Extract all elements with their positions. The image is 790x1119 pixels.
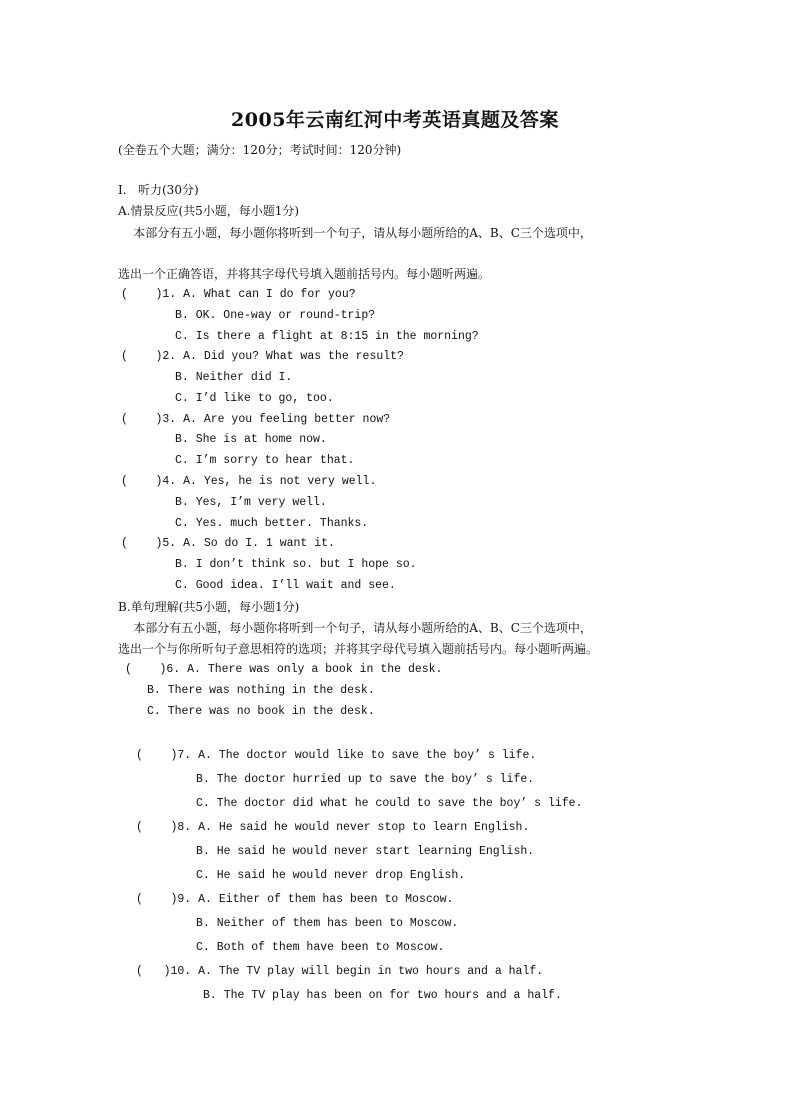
question-option-c: C. There was no book in the desk. (147, 705, 375, 718)
question-option-b: B. Neither of them has been to Moscow. (196, 917, 459, 930)
question-option-b: B. She is at home now. (175, 433, 327, 446)
question-option-c: C. Both of them have been to Moscow. (196, 941, 445, 954)
question-stem: ( )10. A. The TV play will begin in two hours and a half. (136, 965, 544, 978)
question-option-c: C. The doctor did what he could to save the boy’ s life. (196, 797, 583, 810)
question-stem: ( )5. A. So do I. 1 want it. (121, 537, 335, 550)
question-stem: ( )2. A. Did you? What was the result? (121, 350, 404, 363)
question-stem: ( )1. A. What can I do for you? (121, 288, 356, 301)
question-option-c: C. Good idea. I’ll wait and see. (175, 579, 396, 592)
question-stem: ( )8. A. He said he would never stop to learn English. (136, 821, 530, 834)
exam-info: (全卷五个大题；满分：120分；考试时间：120分钟) (118, 143, 402, 157)
part-b-instructions-line2: 选出一个与你所听句子意思相符的选项；并将其字母代号填入题前括号内。每小题听两遍。 (118, 642, 599, 656)
question-option-c: C. Yes. much better. Thanks. (175, 517, 369, 530)
question-option-c: C. I’d like to go, too. (175, 392, 334, 405)
part-b-instructions-line1: 本部分有五小题，每小题你将听到一个句子，请从每小题所给的A、B、C三个选项中， (118, 621, 592, 635)
question-option-b: B. He said he would never start learning English. (196, 845, 535, 858)
question-option-c: C. I’m sorry to hear that. (175, 454, 355, 467)
section-heading-listening: I. 听力(30分) (118, 183, 199, 197)
question-stem: ( )4. A. Yes, he is not very well. (121, 475, 377, 488)
question-stem: ( )6. A. There was only a book in the desk. (125, 663, 443, 676)
question-stem: ( )7. A. The doctor would like to save the boy’ s life. (136, 749, 537, 762)
question-option-b: B. There was nothing in the desk. (147, 684, 375, 697)
question-option-b: B. The doctor hurried up to save the boy’ s life. (196, 773, 535, 786)
question-stem: ( )3. A. Are you feeling better now? (121, 413, 391, 426)
part-a-instructions-line2: 选出一个正确答语，并将其字母代号填入题前括号内。每小题听两遍。 (118, 267, 491, 281)
question-option-b: B. I don’t think so. but I hope so. (175, 558, 417, 571)
question-option-c: C. He said he would never drop English. (196, 869, 466, 882)
question-option-b: B. Neither did I. (175, 371, 293, 384)
question-option-b: B. OK. One-way or round-trip? (175, 309, 376, 322)
question-option-b: B. The TV play has been on for two hours and a half. (203, 989, 562, 1002)
part-b-heading: B.单句理解(共5小题，每小题1分) (118, 600, 300, 614)
part-a-heading: A.情景反应(共5小题，每小题1分) (118, 204, 300, 218)
page-title: 2005年云南红河中考英语真题及答案 (231, 109, 559, 131)
part-a-instructions-line1: 本部分有五小题，每小题你将听到一个句子，请从每小题所给的A、B、C三个选项中， (118, 226, 592, 240)
question-stem: ( )9. A. Either of them has been to Moscow. (136, 893, 454, 906)
question-option-c: C. Is there a flight at 8:15 in the morning? (175, 330, 479, 343)
question-option-b: B. Yes, I’m very well. (175, 496, 327, 509)
